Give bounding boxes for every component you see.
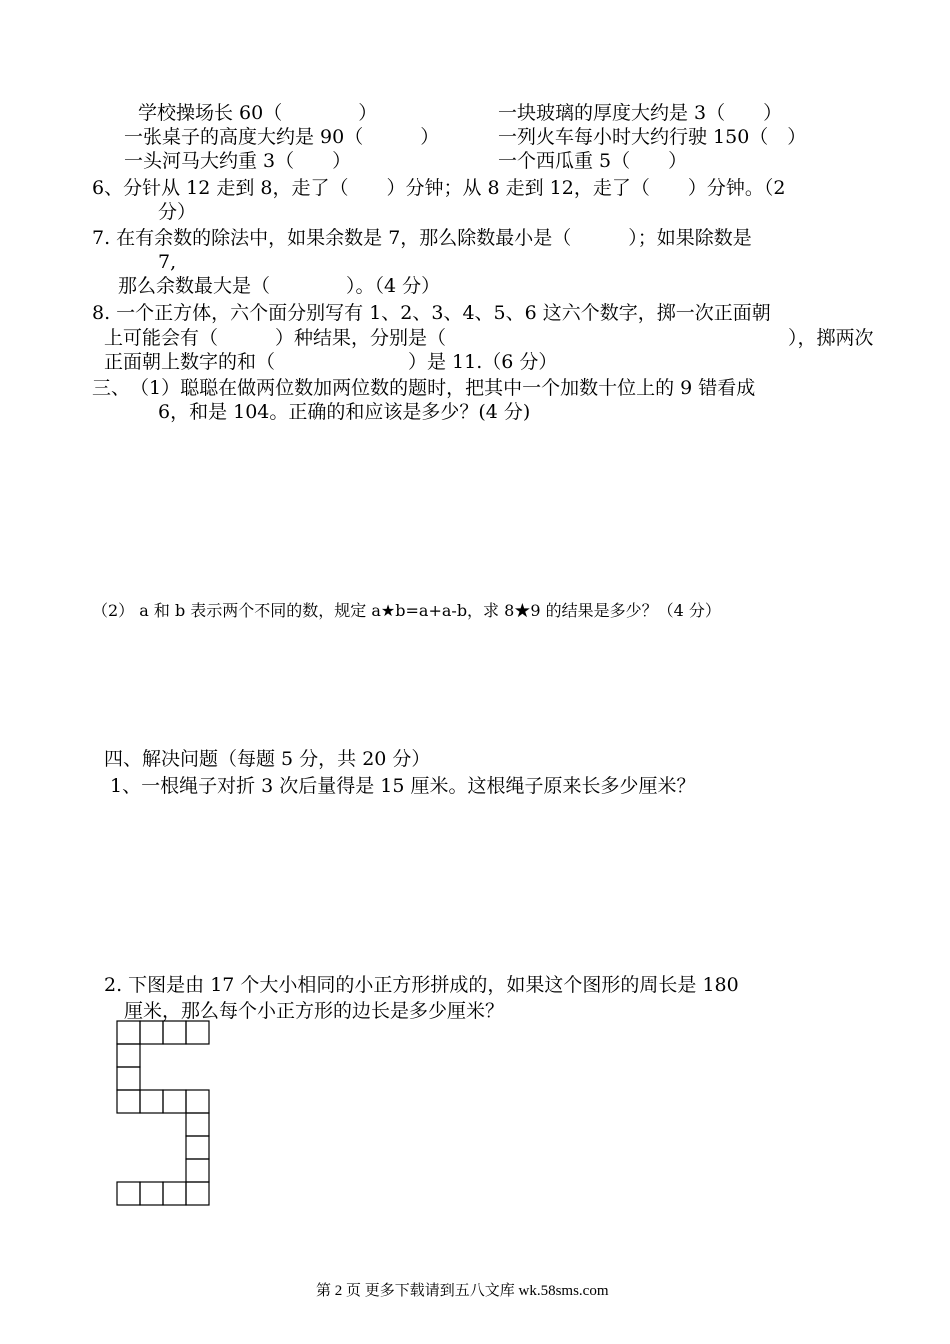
small-square-7 — [117, 1090, 140, 1113]
section3-label: 三、 — [92, 377, 131, 399]
small-square-12 — [186, 1136, 209, 1159]
small-square-3 — [163, 1021, 186, 1044]
small-square-1 — [117, 1021, 140, 1044]
small-square-8 — [140, 1090, 163, 1113]
section4-q2-line2: 厘米，那么每个小正方形的边长是多少厘米？ — [124, 1000, 505, 1022]
section3-p1-line2: 6，和是 104。正确的和应该是多少？(4 分) — [158, 401, 531, 423]
section4-q2-line1: 2. 下图是由 17 个大小相同的小正方形拼成的，如果这个图形的周长是 180 — [104, 974, 739, 996]
q8-line3: 正面朝上数字的和（ ）是 11.（6 分） — [104, 351, 558, 373]
small-square-14 — [117, 1182, 140, 1205]
small-square-5 — [117, 1044, 140, 1067]
small-square-13 — [186, 1159, 209, 1182]
small-square-17 — [186, 1182, 209, 1205]
q7-line1: 7. 在有余数的除法中，如果余数是 7，那么除数最小是（ ）；如果除数是 — [92, 227, 752, 249]
q7-line3: 那么余数最大是（ ）。（4 分） — [118, 275, 441, 297]
q5-desk: 一张桌子的高度大约是 90（ ） — [124, 126, 440, 148]
small-square-15 — [140, 1182, 163, 1205]
q8-line2: 上可能会有（ ）种结果，分别是（ ），掷两次 — [104, 327, 874, 349]
small-square-6 — [117, 1067, 140, 1090]
q7-line2: 7, — [158, 251, 177, 273]
section4-title: 四、解决问题（每题 5 分，共 20 分） — [104, 748, 431, 770]
q5-train: 一列火车每小时大约行驶 150（ ） — [498, 126, 807, 148]
small-square-11 — [186, 1113, 209, 1136]
small-square-16 — [163, 1182, 186, 1205]
small-square-9 — [163, 1090, 186, 1113]
q8-line1: 8. 一个正方体，六个面分别写有 1、2、3、4、5、6 这六个数字，掷一次正面朝 — [92, 302, 771, 324]
q5-watermelon: 一个西瓜重 5（ ） — [498, 150, 688, 172]
section4-q1: 1、一根绳子对折 3 次后量得是 15 厘米。这根绳子原来长多少厘米？ — [110, 775, 696, 797]
section3-p1-line1: （1）聪聪在做两位数加两位数的题时，把其中一个加数十位上的 9 错看成 — [130, 377, 756, 399]
small-square-10 — [186, 1090, 209, 1113]
q6-line2: 分） — [158, 201, 197, 223]
small-square-4 — [186, 1021, 209, 1044]
q5-playground: 学校操场长 60（ ） — [138, 102, 378, 124]
small-square-2 — [140, 1021, 163, 1044]
q5-hippo: 一头河马大约重 3（ ） — [124, 150, 352, 172]
section3-p2: （2） a 和 b 表示两个不同的数，规定 a★b=a+a-b，求 8★9 的结果是多少？（4 分） — [92, 601, 721, 620]
q5-glass: 一块玻璃的厚度大约是 3（ ） — [498, 102, 783, 124]
page-footer: 第 2 页 更多下载请到五八文库 wk.58sms.com — [316, 1283, 609, 1299]
q6-line1: 6、分针从 12 走到 8，走了（ ）分钟；从 8 走到 12，走了（ ）分钟。（2 — [92, 177, 786, 199]
